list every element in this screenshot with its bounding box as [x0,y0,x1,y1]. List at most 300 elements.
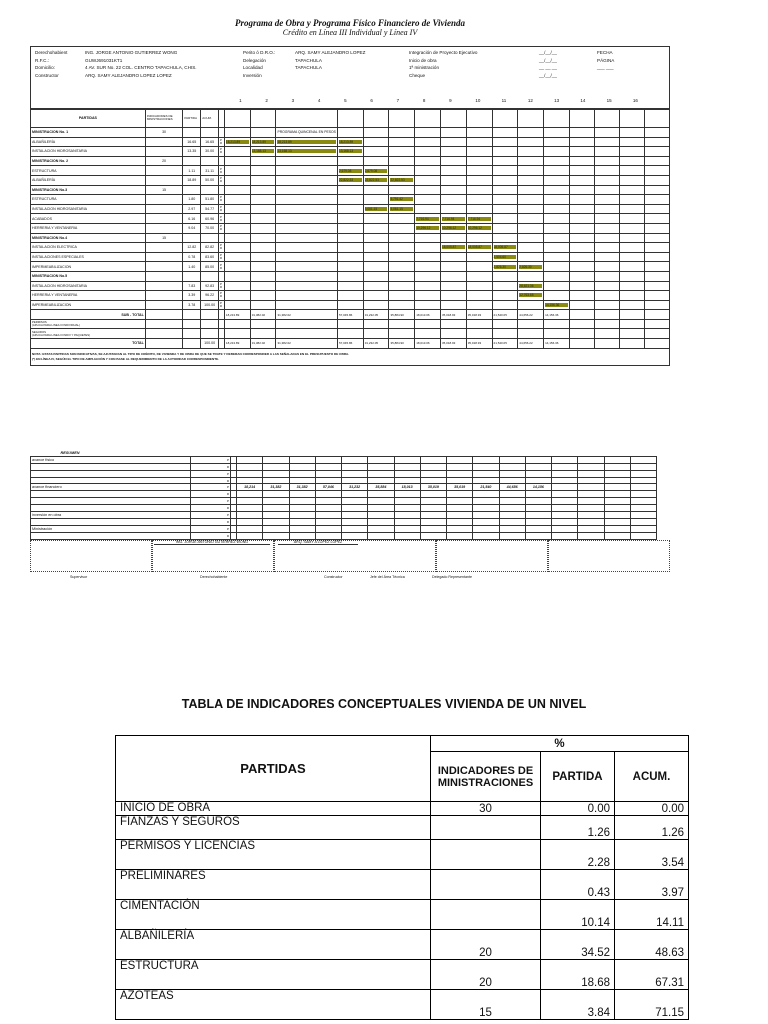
gantt-bar [363,175,389,185]
summary-value [315,491,341,498]
week-cell [250,252,276,262]
summary-value [604,477,630,484]
ministration-row [31,156,670,166]
week-cell [276,243,337,253]
week-cell [569,166,594,176]
week-number: 4 [317,98,321,103]
summary-value [368,456,394,463]
summary-value [525,498,551,505]
item-row [31,281,670,291]
week-cell [224,128,250,138]
row-name: ALBAÑILERÍA [31,137,146,147]
week-cell [389,233,415,243]
summary-pr: P [191,484,231,491]
total-row-value [644,339,669,349]
subtotal-row-partida [183,310,201,320]
summary-value [630,532,656,539]
summary-value [315,505,341,512]
week-cell [569,204,594,214]
item-row [31,147,670,157]
week-number: 2 [265,98,268,103]
gantt-bar [363,166,389,176]
role-applicant: Derechohabiente [200,575,228,579]
week-cell [415,175,441,185]
ministration-row [31,128,670,138]
week-cell [544,195,570,205]
extra-cell [415,329,441,339]
week-cell [466,300,492,310]
applicant-value: GUWJ691031KT1 [85,57,123,63]
gantt-bar-value: 5,791.42 [390,197,413,201]
indicator-row [116,802,689,816]
week-cell [569,137,594,147]
perito-line [243,64,403,72]
week-cell [619,128,644,138]
week-cell [518,195,544,205]
week-cell [389,262,415,272]
perito-key: Inversión [243,72,262,78]
week-cell [619,214,644,224]
summary-value [342,518,368,525]
week-cell [466,185,492,195]
summary-row [31,532,657,539]
week-cell [544,291,570,301]
indicator-ind: 20 [431,960,541,990]
row-ind [145,300,183,310]
gantt-bar [389,175,415,185]
row-partida [183,233,201,243]
week-number: 14 [580,98,586,103]
summary-value [420,456,446,463]
row-name: ESTRUCTURA [31,195,146,205]
week-cell [594,300,619,310]
total-row-label: TOTAL [31,339,146,349]
summary-value [237,505,263,512]
week-cell [389,223,415,233]
extra-cell [389,319,415,329]
summary-value [315,477,341,484]
row-pr: P R [218,137,224,147]
extra-cell [250,329,276,339]
week-cell [544,223,570,233]
total-row-value: 35,884.90 [389,339,415,349]
summary-value [237,477,263,484]
doc-subtitle: Crédito en Línea III Individual y Línea IV [282,28,418,37]
summary-value [447,477,473,484]
row-ind [145,223,183,233]
row-pr: P R [218,291,224,301]
summary-value [263,463,289,470]
gantt-bar-value: 13,168.13 [277,149,335,153]
total-row-value: 18,013.06 [415,339,441,349]
indicator-row [116,870,689,900]
item-row [31,300,670,310]
summary-row [31,477,657,484]
indicator-ind [431,870,541,900]
summary-name: Ministración [31,525,191,532]
total-row-value: 18,213.89 [224,339,250,349]
extra-note: (APLICA PARA LINEA III INDIV Y PAQUETES) [32,332,91,337]
week-cell [276,291,337,301]
summary-name [31,491,191,498]
week-cell [518,185,544,195]
summary-value [342,498,368,505]
week-cell [569,233,594,243]
summary-value [368,470,394,477]
row-acum [201,271,219,281]
week-cell [389,166,415,176]
summary-value [263,470,289,477]
summary-value [525,456,551,463]
week-cell [466,271,492,281]
summary-value: 35,884 [368,484,394,491]
summary-value [578,477,604,484]
summary-value [473,525,499,532]
header-col-perito [243,49,403,79]
gantt-bar [518,262,544,272]
gantt-bar [441,214,467,224]
total-row-acum: 100.00 [201,339,219,349]
item-row [31,166,670,176]
extra-cell [337,329,363,339]
item-row [31,252,670,262]
row-name: INSTALACION HIDROSANITARIA [31,147,146,157]
week-cell [544,252,570,262]
perito-line [243,72,403,80]
row-name: MINISTRACION No. 2 [31,156,146,166]
summary-value [394,512,420,519]
row-acum: 85.00 [201,262,219,272]
header-col-applicant [35,49,235,79]
summary-pr: R [191,505,231,512]
row-pr: P R [218,281,224,291]
row-name: MINISTRACION No.4 [31,233,146,243]
summary-row [31,470,657,477]
row-acum [201,128,219,138]
row-acum [201,156,219,166]
extra-name [31,329,146,339]
summary-value [525,470,551,477]
week-cell [224,109,250,128]
week-number: 3 [291,98,295,103]
summary-value [604,491,630,498]
row-ind [145,252,183,262]
summary-value [630,477,656,484]
gantt-bar [250,137,276,147]
week-cell [224,271,250,281]
week-cell [441,166,467,176]
week-cell [415,281,441,291]
extra-cell [276,319,337,329]
week-cell [415,156,441,166]
indicator-partida: 18.68 [541,960,615,990]
week-cell [518,233,544,243]
summary-value [473,456,499,463]
week-cell [569,185,594,195]
week-cell [518,204,544,214]
week-cell [544,137,570,147]
gantt-bar-value: 18,005.87 [442,245,465,249]
gantt-bar [518,281,544,291]
row-ind [145,166,183,176]
week-cell [644,166,669,176]
total-row-value: 57,045.86 [337,339,363,349]
item-row [31,214,670,224]
week-cell [224,156,250,166]
summary-value [447,512,473,519]
week-cell [492,147,518,157]
week-cell [619,300,644,310]
item-row [31,137,670,147]
total-row-value [619,339,644,349]
week-cell [337,243,363,253]
week-cell [441,109,467,128]
gantt-bar-value: 28,621.36 [519,284,542,288]
summary-value [552,470,578,477]
indicator-acum: 0.00 [615,802,689,816]
summary-value [578,456,604,463]
week-cell [544,156,570,166]
week-cell [224,262,250,272]
subtotal-row-value: 57,045.86 [337,310,363,320]
summary-value [578,498,604,505]
week-cell [224,214,250,224]
week-numbers [30,98,670,108]
extra-cell [145,319,183,329]
week-cell [337,223,363,233]
summary-value [237,498,263,505]
week-cell [276,233,337,243]
week-cell [363,233,389,243]
summary-value [525,512,551,519]
row-partida: 7.83 [183,281,201,291]
extra-cell [619,329,644,339]
gantt-bar [441,223,467,233]
week-cell [276,175,337,185]
note-line: (*) EN LÍNEA IV, SEGÚN EL TIPO DE AMPLIACIÓN Y CON BASE AL REQUERIMIENTO DE LA AUTORIDAD CORRESPONDIENTE. [32,356,220,361]
summary-value [630,456,656,463]
gantt-bar-value: 22,822.53 [390,178,413,182]
signature-box-delegate [548,540,670,572]
week-cell [644,147,669,157]
row-acum: 70.00 [201,223,219,233]
perito-value: ARQ. SAMY ALEJANDRO LOPEZ [295,50,366,55]
gantt-bar-value: 13,168.13 [252,149,275,153]
week-cell [389,185,415,195]
gantt-bar-value: 18,005.87 [494,245,517,249]
week-cell [518,252,544,262]
week-cell [594,252,619,262]
summary-pr: P [191,456,231,463]
row-acum: 92.83 [201,281,219,291]
total-row-value: 44,656.22 [518,339,544,349]
signature-name-applicant: ING. JORGE ANTONIO GUTIERREZ WONG [154,540,270,545]
gantt-bar-value: 22,822.53 [339,178,362,182]
summary-value: 18,214 [237,484,263,491]
week-cell [569,252,594,262]
subtotal-row-value [619,310,644,320]
applicant-key: Constructor [35,72,59,78]
indicators-title: TABLA DE INDICADORES CONCEPTUALES VIVIENDA DE UN NIVEL [181,697,587,711]
summary-value [394,532,420,539]
summary-pr: R [191,518,231,525]
summary-value [394,456,420,463]
week-cell [415,128,441,138]
summary-value [368,518,394,525]
indicator-row [116,990,689,1020]
row-acum: 96.22 [201,291,219,301]
week-cell [619,166,644,176]
program-caption: PROGRAMA QUINCENAL EN PESOS [277,130,336,135]
summary-value [499,505,525,512]
summary-value [604,532,630,539]
signature-box-supervisor [30,540,152,572]
summary-value [630,498,656,505]
row-name: MINISTRACION No. 1 [31,128,146,138]
summary-value [289,463,315,470]
indicator-row [116,816,689,840]
summary-value [552,477,578,484]
week-cell [276,195,337,205]
row-partida: 12.82 [183,243,201,253]
summary-value [630,505,656,512]
row-ind [145,271,183,281]
week-cell [389,300,415,310]
subtotal-row-value: 18,213.89 [224,310,250,320]
week-cell [337,233,363,243]
summary-value [263,512,289,519]
summary-value [342,512,368,519]
subtotal-row-value: 31,382.02 [276,310,337,320]
week-cell [250,175,276,185]
subtotal-row-value: 21,540.05 [492,310,518,320]
extra-cell [224,329,250,339]
summary-value [604,518,630,525]
total-row-value [594,339,619,349]
week-cell [337,271,363,281]
week-cell [389,252,415,262]
gantt-bar-value: 10,296.12 [442,226,465,230]
week-cell [619,243,644,253]
week-cell [644,233,669,243]
summary-value: 44,656 [499,484,525,491]
summary-value [420,505,446,512]
summary-value [394,498,420,505]
extra-cell [544,329,570,339]
gantt-bar-value: 7,716.94 [442,217,465,221]
summary-value [552,525,578,532]
gantt-bar-value: 3,504.60 [494,255,517,259]
week-cell [250,262,276,272]
gantt-bar [337,147,363,157]
week-cell [363,262,389,272]
summary-value [499,456,525,463]
week-cell [544,214,570,224]
summary-value [394,505,420,512]
row-ind: 15 [145,185,183,195]
summary-value [263,525,289,532]
applicant-key: Domicilio: [35,65,55,71]
subtotal-row-acum [201,310,219,320]
indicator-acum: 14.11 [615,900,689,930]
week-cell [250,243,276,253]
week-cell [518,175,544,185]
summary-section [30,450,657,540]
week-cell [619,271,644,281]
gantt-bar [518,291,544,301]
subtotal-row-value: 31,232.05 [363,310,389,320]
indicator-ind [431,840,541,870]
summary-value [578,470,604,477]
week-cell [363,243,389,253]
summary-value [499,498,525,505]
row-partida [183,128,201,138]
summary-value [499,532,525,539]
week-cell [619,109,644,128]
gantt-bar [389,195,415,205]
week-cell [544,128,570,138]
header-col-date-values [539,49,589,79]
ministration-row [31,185,670,195]
row-acum [201,185,219,195]
week-cell [363,291,389,301]
subtotal-row-value: 35,884.90 [389,310,415,320]
item-row [31,262,670,272]
summary-value [552,518,578,525]
total-row-value [569,339,594,349]
row-pr: P R [218,243,224,253]
row-ind: 15 [145,233,183,243]
indicator-name: INICIO DE OBRA [116,802,431,816]
role-supervisor: Supervisor [70,575,88,579]
summary-value [552,505,578,512]
week-cell [644,204,669,214]
row-name: ESTRUCTURA [31,166,146,176]
extra-cell [594,329,619,339]
row-name: INSTALACION ELECTRICA [31,243,146,253]
row-partida: 3.78 [183,300,201,310]
summary-value [368,525,394,532]
week-cell [518,147,544,157]
summary-value [315,512,341,519]
week-cell [544,175,570,185]
date-label-line: Integración de Proyecto Ejecutivo [409,50,478,55]
summary-value [447,470,473,477]
week-cell [619,175,644,185]
week-cell [594,109,619,128]
page-label-line: FECHA [597,50,613,55]
summary-value [630,491,656,498]
week-number: 7 [396,98,400,103]
week-cell [276,156,337,166]
week-cell [466,156,492,166]
row-name: IMPERMEABILIZACION [31,262,146,272]
summary-pr: R [191,477,231,484]
week-cell [441,175,467,185]
row-acum: 83.60 [201,252,219,262]
week-cell [492,233,518,243]
summary-value [342,463,368,470]
doc-title-block [30,18,670,37]
row-pr: P R [218,204,224,214]
extra-cell [276,329,337,339]
extra-cell [145,329,183,339]
summary-value [394,491,420,498]
week-cell [619,262,644,272]
summary-value [315,470,341,477]
week-cell [644,243,669,253]
week-cell [619,147,644,157]
